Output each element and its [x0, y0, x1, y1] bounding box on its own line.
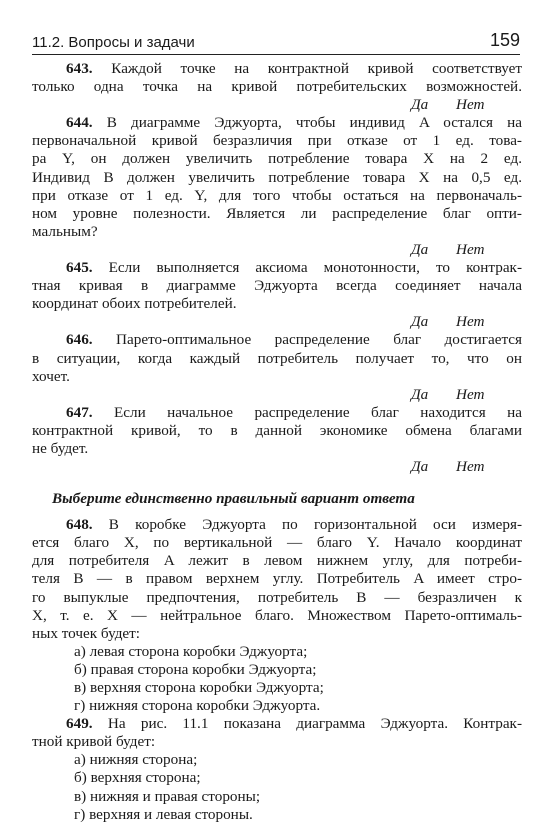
question-648: [32, 516, 522, 715]
answer-no: Нет: [456, 96, 485, 114]
answer-no: Нет: [456, 240, 485, 258]
answer-yes: Да: [411, 313, 429, 331]
question-line: тная кривая в диаграмме Эджуорта всегда соединяет начала: [32, 277, 522, 295]
question-number: 646.: [66, 331, 93, 349]
question-line: теля B — в правом верхнем углу. Потребитель A имеет стро-: [32, 570, 522, 588]
yes-no-answer: [32, 458, 522, 476]
yes-no-answer: [32, 241, 522, 259]
question-line: только одна точка на кривой потребительских возможностей.: [32, 78, 522, 96]
question-line: не будет.: [32, 439, 89, 457]
running-header: [32, 30, 520, 56]
question-line: Индивид B должен увеличить потребление товара X на 0,5 ед.: [32, 168, 522, 186]
question-645: [32, 259, 522, 331]
question-number: 644.: [66, 114, 93, 132]
question-line: ных точек будет:: [32, 624, 141, 642]
spacer: [32, 476, 522, 486]
question-line: первоначальной кривой безразличия при отказе от 1 ед. това-: [32, 132, 522, 150]
question-line: координат обоих потребителей.: [32, 295, 237, 313]
answer-option: а) левая сторона коробки Эджуорта;: [74, 642, 308, 660]
section-title: 11.2. Вопросы и задачи: [32, 34, 195, 51]
answer-option: а) нижняя сторона;: [74, 751, 198, 769]
yes-no-answer: [32, 96, 522, 114]
yes-no-answer: [32, 386, 522, 404]
question-line: 644. В диаграмме Эджуорта, чтобы индивид A остался на: [66, 114, 522, 132]
question-line: контрактной кривой, то в данной экономике обмена благами: [32, 421, 522, 439]
answer-yes: Да: [411, 96, 429, 114]
question-number: 643.: [66, 60, 93, 77]
answer-option: б) правая сторона коробки Эджуорта;: [74, 660, 317, 678]
question-line: 649. На рис. 11.1 показана диаграмма Эджуорта. Контрак-: [66, 715, 522, 733]
answer-yes: Да: [411, 240, 429, 258]
answer-option: в) нижняя и правая стороны;: [74, 787, 261, 805]
question-line: 648. В коробке Эджуорта по горизонтальной оси измеря-: [66, 516, 522, 534]
answer-yes: Да: [411, 458, 429, 476]
answer-option: в) верхняя сторона коробки Эджуорта;: [74, 679, 324, 696]
question-649: [32, 715, 522, 824]
answer-no: Нет: [456, 313, 485, 331]
yes-no-answer: [32, 313, 522, 331]
question-number: 647.: [66, 403, 93, 421]
question-643: [32, 60, 522, 114]
answer-option: б) верхняя сторона;: [74, 769, 201, 787]
question-line: мальным?: [32, 222, 98, 240]
page-number: 159: [489, 30, 520, 50]
question-line: в ситуации, когда каждый потребитель получает то, что он: [32, 349, 522, 367]
question-line: ется благо X, по вертикальной — благо Y. Начало координат: [32, 534, 522, 552]
question-line: X, т. е. X — нейтральное благо. Множеством Парето-оптималь-: [32, 606, 522, 624]
question-number: 648.: [66, 516, 93, 534]
question-line: хочет.: [32, 367, 70, 385]
question-line: при отказе от 1 ед. Y, для того чтобы остаться на первоначаль-: [32, 186, 522, 204]
question-line: тной кривой будет:: [32, 733, 156, 751]
question-line: 643. Каждой точке на контрактной кривой соответствует: [66, 60, 522, 77]
answer-option: г) нижняя сторона коробки Эджуорта.: [74, 697, 321, 715]
question-644: [32, 114, 522, 259]
answer-no: Нет: [456, 458, 485, 476]
question-line: 645. Если выполняется аксиома монотонности, то контрак-: [66, 259, 522, 277]
section-instruction: Выберите единственно правильный вариант ответа: [52, 490, 415, 508]
question-line: го выпуклые предпочтения, потребитель B — безразличен к: [32, 588, 522, 606]
question-line: 647. Если начальное распределение благ находится на: [66, 403, 522, 421]
answer-yes: Да: [411, 385, 429, 403]
question-line: ра Y, он должен увеличить потребление товара X на 2 ед.: [32, 150, 522, 168]
answer-no: Нет: [456, 385, 485, 403]
question-647: [32, 404, 522, 476]
question-number: 645.: [66, 259, 93, 277]
question-646: [32, 331, 522, 403]
question-line: ном уровне полезности. Является ли распределение благ опти-: [32, 204, 522, 222]
answer-option: г) верхняя и левая стороны.: [74, 805, 253, 823]
question-line: 646. Парето-оптимальное распределение благ достигается: [66, 331, 522, 349]
page-body: [32, 60, 522, 824]
question-number: 649.: [66, 715, 93, 733]
question-line: для потребителя A лежит в левом нижнем углу, для потреби-: [32, 552, 522, 570]
header-divider: [32, 54, 520, 55]
